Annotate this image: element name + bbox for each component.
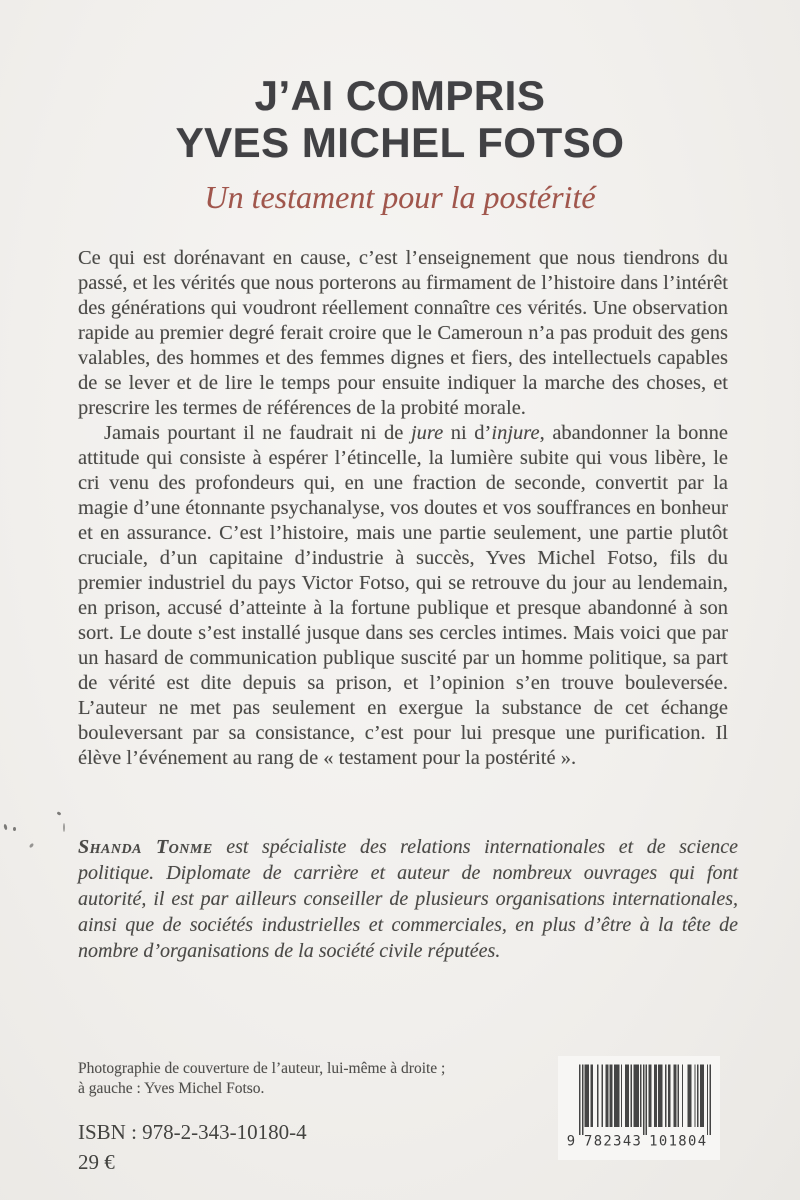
scan-speck xyxy=(63,823,65,832)
barcode-digits: 1 xyxy=(648,1133,658,1148)
barcode-digits: 4 xyxy=(697,1133,706,1148)
scan-speck xyxy=(13,827,16,831)
text-segment: jure xyxy=(410,422,444,444)
barcode-digits: 8 xyxy=(593,1133,602,1148)
barcode-digits: 0 xyxy=(658,1133,667,1148)
text-segment: , abandonner la bonne attitude qui consiste à espérer l’étincelle, la lumière subite qui vous libère, le cri venu des profondeurs qui, en une fraction de seconde, convertit par la magie d’une étonnante psychanalyse, vos doutes et vos souffrances en bonheur et en assurance. C’est l’histoire, mais une partie seulement, une partie plutôt cruciale, d’un capitaine d’industrie à succès, Yves Michel Fotso, fils du premier industriel du pays Victor Fotso, qui se retrouve du jour au lendemain, en prison, accusé d’atteinte à la fortune publique et presque abandonné à son sort. Le doute s’est installé jusque dans ses cercles intimes. Mais voici que par un hasard de communication publique suscité par un homme politique, sa part de vérité est dite depuis sa prison, et l’opinion s’en trouve bouleversée. L’auteur ne met pas seulement en exergue la substance de cet échange bouleversant par sa consistance, c’est pour lui presque une purification. Il élève l’événement au rang de « testament pour la postérité ». xyxy=(78,422,728,769)
ean13-barcode xyxy=(558,1056,720,1160)
barcode-digits: 4 xyxy=(622,1133,631,1148)
photo-credit-line1: Photographie de couverture de l’auteur, lui-même à droite ; xyxy=(78,1060,446,1077)
barcode-digits: 3 xyxy=(632,1133,641,1148)
price-text: 29 € xyxy=(78,1150,115,1174)
photo-credit xyxy=(78,1059,445,1099)
author-bio-text xyxy=(78,834,738,964)
blurb-paragraph-2 xyxy=(78,421,728,771)
isbn-text: ISBN : 978-2-343-10180-4 xyxy=(78,1120,307,1144)
book-title-line1: J’AI COMPRIS xyxy=(254,72,546,119)
barcode-digits: 7 xyxy=(583,1133,592,1148)
back-blurb xyxy=(78,246,728,771)
barcode-digits: 8 xyxy=(677,1133,687,1148)
book-title-line2: YVES MICHEL FOTSO xyxy=(175,119,625,166)
author-bio xyxy=(78,834,738,964)
photo-credit-line2: à gauche : Yves Michel Fotso. xyxy=(78,1080,265,1097)
scan-speck xyxy=(3,824,7,831)
text-segment: ni d’ xyxy=(443,422,492,444)
text-segment: Shanda Tonme xyxy=(78,836,213,858)
scan-speck xyxy=(29,843,35,849)
book-subtitle: Un testament pour la postérité xyxy=(204,179,596,215)
text-segment: est spécialiste des relations internationales et de science politique. Diplomate de carrière et auteur de nombreux ouvrages qui font autorité, il est par ailleurs conseiller de plusieurs organisations internationales, ainsi que de sociétés industrielles et commerciales, en plus d’être à la tête de nombre d’organisations de la société civile réputées. xyxy=(78,836,738,962)
title-block xyxy=(0,72,800,215)
text-segment: Jamais pourtant il ne faudrait ni de xyxy=(104,422,411,444)
barcode-bars xyxy=(566,1064,713,1148)
scan-speck xyxy=(57,811,62,816)
barcode-digits: 0 xyxy=(687,1133,696,1148)
text-segment: injure xyxy=(491,422,540,444)
barcode-digits: 9 xyxy=(566,1133,575,1148)
barcode-digits: 1 xyxy=(668,1133,677,1148)
barcode-digits: 3 xyxy=(612,1133,621,1148)
barcode-digits: 2 xyxy=(602,1133,612,1148)
blurb-paragraph-1: Ce qui est dorénavant en cause, c’est l’enseignement que nous tiendrons du passé, et les vérités que nous porterons au firmament de l’histoire dans l’intérêt des générations qui voudront réellement connaître ces vérités. Une observation rapide au premier degré ferait croire que le Cameroun n’a pas produit des gens valables, des hommes et des femmes dignes et fiers, des intellectuels capables de se lever et de lire le temps pour ensuite indiquer la marche des choses, et prescrire les termes de références de la probité morale. xyxy=(78,247,728,419)
